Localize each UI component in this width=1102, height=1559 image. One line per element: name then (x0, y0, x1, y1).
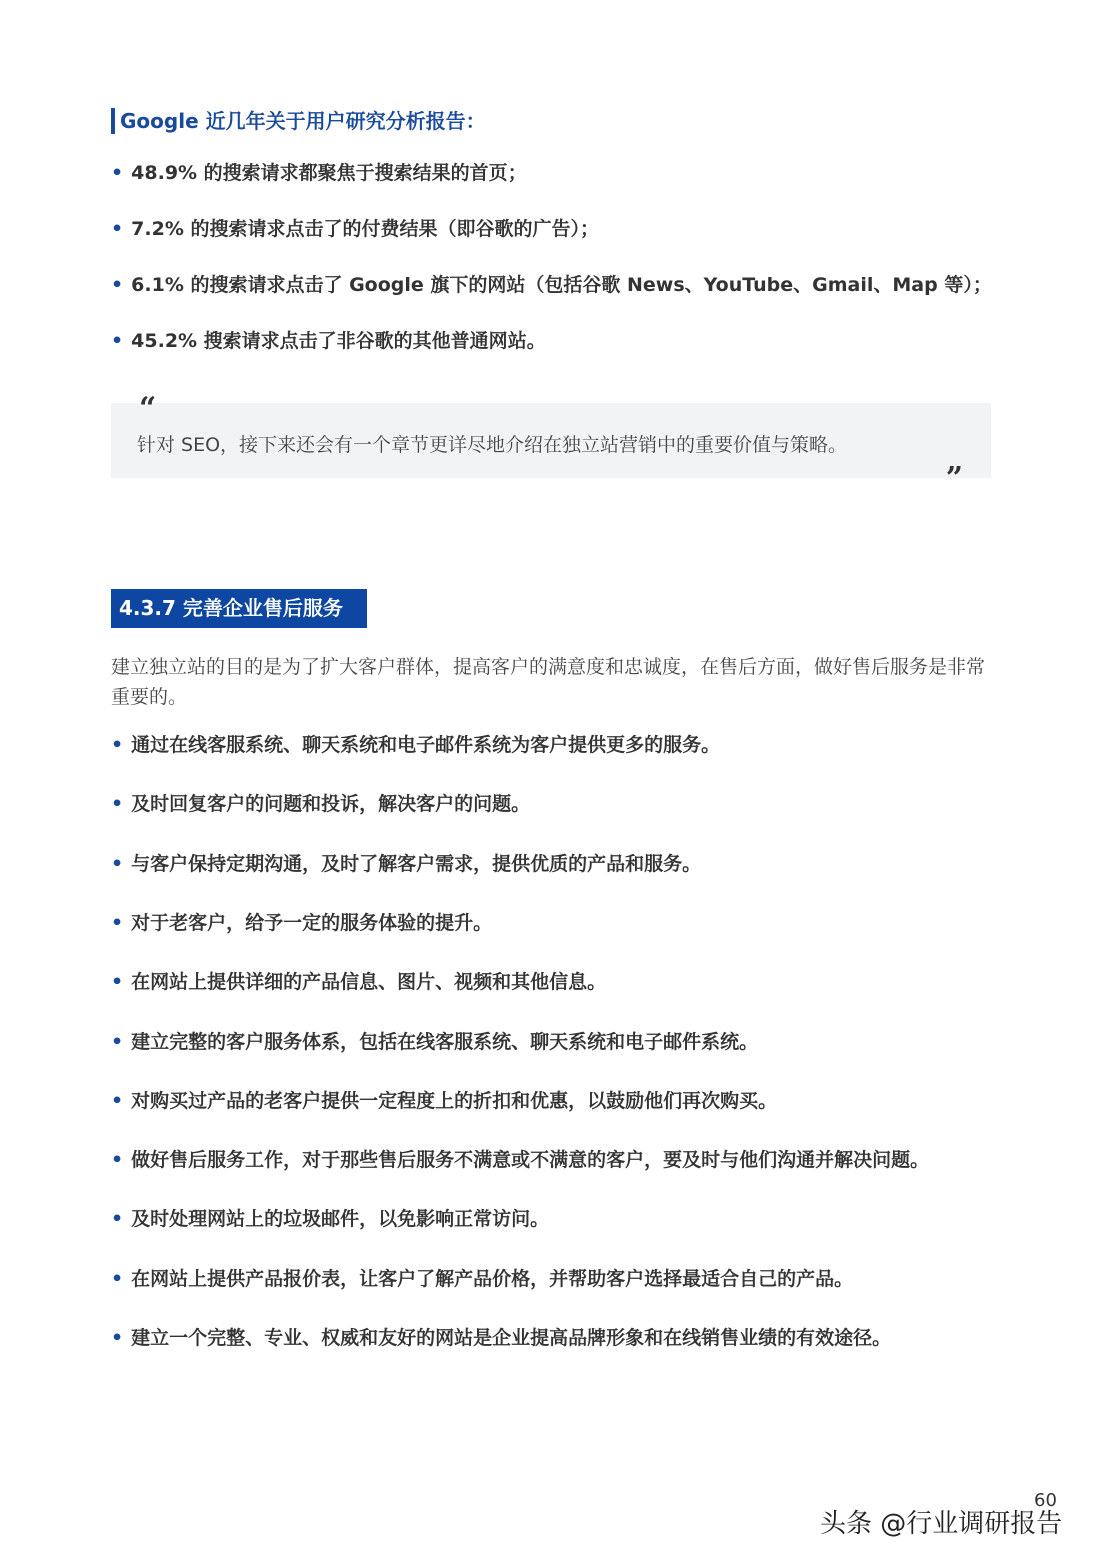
list-item-text: 建立一个完整、专业、权威和友好的网站是企业提高品牌形象和在线销售业绩的有效途径。 (131, 1327, 892, 1349)
close-quote-icon: ” (945, 461, 963, 496)
list-item (111, 967, 606, 994)
section-heading: Google 近几年关于用户研究分析报告： (111, 108, 486, 134)
list-item (111, 730, 720, 757)
bullet-icon: • (111, 1030, 124, 1053)
list-item-text: 对购买过产品的老客户提供一定程度上的折扣和优惠，以鼓励他们再次购买。 (131, 1089, 778, 1112)
bullet-icon: • (111, 911, 124, 934)
bullet-icon: • (111, 734, 124, 756)
list-item (111, 1086, 777, 1113)
list-item-text: 48.9% 的搜索请求都聚焦于搜索结果的首页； (131, 162, 527, 184)
list-item-text: 在网站上提供详细的产品信息、图片、视频和其他信息。 (131, 971, 607, 994)
list-item (111, 849, 701, 876)
list-item-text: 45.2% 搜索请求点击了非谷歌的其他普通网站。 (131, 330, 546, 352)
list-item-text: 与客户保持定期沟通，及时了解客户需求，提供优质的产品和服务。 (131, 852, 702, 875)
bullet-icon: • (111, 274, 124, 296)
list-item (111, 908, 492, 935)
bullet-icon: • (111, 162, 124, 184)
watermark: 头条 @行业调研报告 (820, 1509, 1063, 1539)
bullet-icon: • (111, 1208, 124, 1231)
quote-text: 针对 SEO，接下来还会有一个章节更详尽地介绍在独立站营销中的重要价值与策略。 (137, 434, 848, 456)
list-item (111, 214, 599, 241)
quote-block (111, 391, 991, 496)
list-item (111, 1204, 549, 1231)
list-item (111, 789, 530, 816)
list-item (111, 270, 992, 297)
list-item-text: 7.2% 的搜索请求点击了的付费结果（即谷歌的广告）； (131, 218, 599, 240)
list-item (111, 326, 546, 353)
bullet-icon: • (111, 1089, 124, 1112)
list-item-text: 及时处理网站上的垃圾邮件，以免影响正常访问。 (131, 1208, 550, 1231)
bullet-icon: • (111, 1327, 124, 1349)
list-item-text: 6.1% 的搜索请求点击了 Google 旗下的网站（包括谷歌 News、YouTube、Gmail、Map 等）； (131, 274, 992, 296)
bullet-icon: • (111, 218, 124, 240)
intro-paragraph: 建立独立站的目的是为了扩大客户群体，提高客户的满意度和忠诚度，在售后方面，做好售后服务是非常重要的。 (111, 656, 986, 708)
list-item-text: 做好售后服务工作，对于那些售后服务不满意或不满意的客户，要及时与他们沟通并解决问题。 (131, 1149, 930, 1172)
list-item (111, 1145, 929, 1172)
list-item (111, 1264, 853, 1291)
bullet-icon: • (111, 1267, 124, 1290)
bullet-icon: • (111, 330, 124, 352)
list-item (111, 1323, 891, 1350)
bullet-icon: • (111, 793, 124, 816)
list-item (111, 1027, 758, 1054)
list-item-text: 在网站上提供产品报价表，让客户了解产品价格，并帮助客户选择最适合自己的产品。 (131, 1267, 854, 1290)
section-title: 4.3.7 完善企业售后服务 (111, 589, 367, 628)
open-quote-icon: “ (139, 391, 157, 426)
bullet-icon: • (111, 971, 124, 994)
list-item (111, 158, 527, 185)
list-item-text: 通过在线客服系统、聊天系统和电子邮件系统为客户提供更多的服务。 (131, 734, 721, 756)
bullet-icon: • (111, 852, 124, 875)
bullet-icon: • (111, 1149, 124, 1172)
page-number: 60 (1034, 1490, 1057, 1511)
list-item-text: 及时回复客户的问题和投诉，解决客户的问题。 (131, 793, 531, 816)
list-item-text: 建立完整的客户服务体系，包括在线客服系统、聊天系统和电子邮件系统。 (131, 1030, 759, 1053)
list-item-text: 对于老客户，给予一定的服务体验的提升。 (131, 911, 493, 934)
